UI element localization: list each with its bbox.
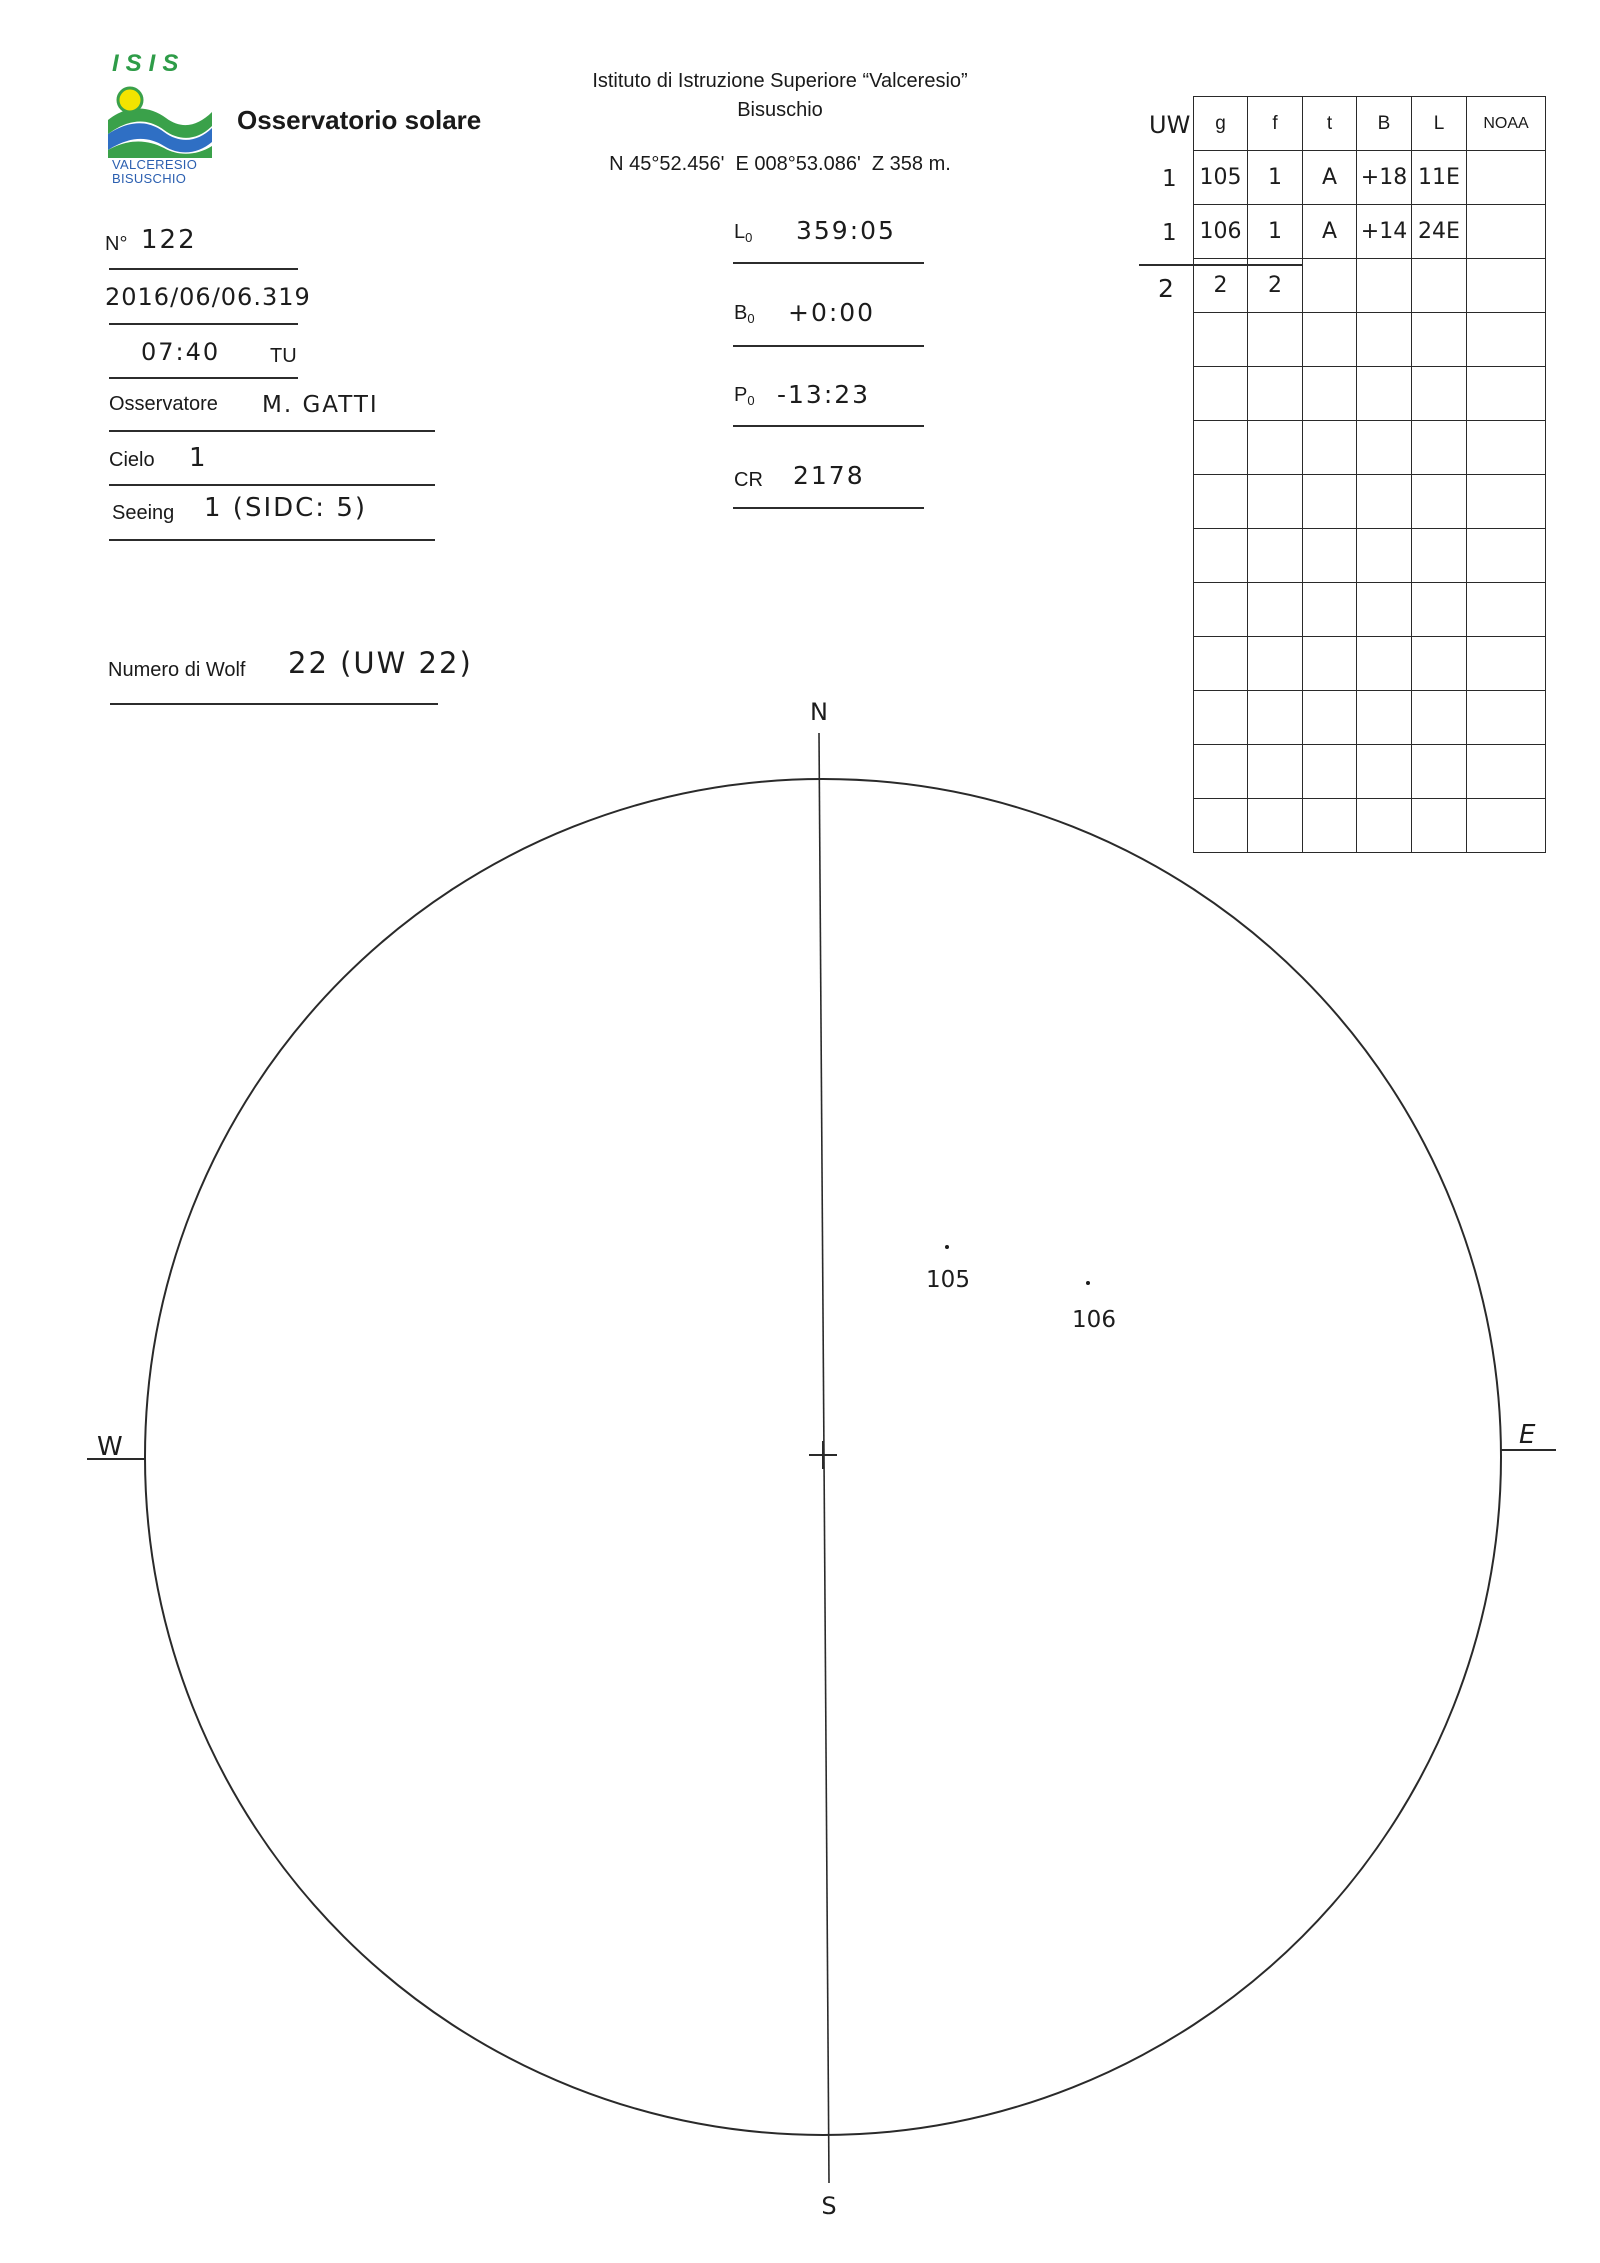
observation-date: 2016/06/06.319 xyxy=(105,283,311,311)
column-header-t: t xyxy=(1303,97,1357,151)
table-cell: 24E xyxy=(1412,205,1467,259)
carrington-rotation-value: 2178 xyxy=(793,461,865,490)
east-label: E xyxy=(1519,1420,1536,1450)
observation-time: 07:40 xyxy=(141,338,221,366)
sunspot-group-label: 106 xyxy=(1072,1307,1116,1333)
page-title: Osservatorio solare xyxy=(237,105,482,135)
table-cell: 106 xyxy=(1194,205,1248,259)
sunspot-group-105-dot xyxy=(945,1245,949,1249)
ephemeris-l0-subscript: 0 xyxy=(745,230,753,245)
table-cell: +18 xyxy=(1357,151,1412,205)
ephemeris-l0-value: 359:05 xyxy=(796,216,896,245)
sky-value: 1 xyxy=(189,443,208,473)
table-cell: A xyxy=(1303,151,1357,205)
time-unit: TU xyxy=(270,345,297,367)
uw-value-total: 2 xyxy=(1158,274,1176,303)
ephemeris-p0-subscript: 0 xyxy=(747,393,755,408)
logo-acronym: ISIS xyxy=(112,50,186,77)
sheet-number: 122 xyxy=(141,225,197,255)
sunspot-group-106-dot xyxy=(1086,1281,1090,1285)
column-header-f: f xyxy=(1248,97,1303,151)
column-header-l: L xyxy=(1412,97,1467,151)
carrington-rotation-label: CR xyxy=(734,469,763,491)
logo-line-2: BISUSCHIO xyxy=(112,171,187,186)
sunspot-group-label: 105 xyxy=(926,1267,970,1293)
ephemeris-p0-symbol: P xyxy=(734,384,748,406)
sky-label: Cielo xyxy=(109,449,155,471)
observer-name: M. GATTI xyxy=(262,392,379,418)
institute-name: Istituto di Istruzione Superiore “Valceresio” xyxy=(592,70,968,92)
ephemeris-p0-value: -13:23 xyxy=(777,380,871,409)
table-cell: 2 xyxy=(1248,259,1303,313)
observatory-coordinates: N 45°52.456' E 008°53.086' Z 358 m. xyxy=(609,153,951,175)
uw-value-row-1: 1 xyxy=(1162,166,1179,192)
table-cell: A xyxy=(1303,205,1357,259)
uw-value-row-2: 1 xyxy=(1162,220,1179,246)
table-cell: 105 xyxy=(1194,151,1248,205)
ephemeris-l0-symbol: L xyxy=(734,221,746,243)
column-header-noaa: NOAA xyxy=(1467,97,1546,151)
wolf-number-value: 22 (UW 22) xyxy=(288,646,473,680)
uw-column-header: UW xyxy=(1149,111,1191,139)
table-cell: +14 xyxy=(1357,205,1412,259)
north-label: N xyxy=(810,698,828,726)
table-cell: 2 xyxy=(1194,259,1248,313)
institute-town: Bisuschio xyxy=(737,99,823,121)
observer-label: Osservatore xyxy=(109,393,218,415)
ephemeris-b0-value: +0:00 xyxy=(788,298,876,327)
ephemeris-b0-subscript: 0 xyxy=(747,311,755,326)
column-header-g: g xyxy=(1194,97,1248,151)
table-cell: 1 xyxy=(1248,151,1303,205)
ephemeris-b0-symbol: B xyxy=(734,302,748,324)
logo-line-1: VALCERESIO xyxy=(112,157,198,172)
table-cell: 1 xyxy=(1248,205,1303,259)
number-label: N° xyxy=(105,233,128,255)
seeing-value: 1 (SIDC: 5) xyxy=(204,493,368,523)
table-cell: 11E xyxy=(1412,151,1467,205)
column-header-b: B xyxy=(1357,97,1412,151)
south-label: S xyxy=(821,2192,837,2220)
seeing-label: Seeing xyxy=(112,502,175,524)
wolf-number-label: Numero di Wolf xyxy=(108,659,246,681)
west-label: W xyxy=(97,1432,123,1462)
